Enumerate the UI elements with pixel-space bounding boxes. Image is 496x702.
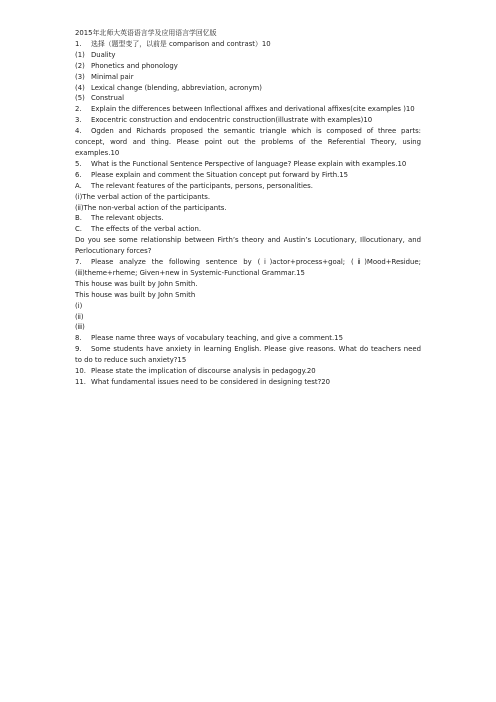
item-number: B. [75,214,82,223]
item-number: 3. [75,116,82,125]
item-text: This house was built by John Smith. [75,279,198,288]
item-text: What is the Functional Sentence Perspective of language? Please explain with examples.10 [91,159,407,168]
sub-item-i [75,192,421,203]
analysis-ii [75,312,421,323]
item-number: (5) [75,94,85,103]
question-7 [75,257,421,279]
question-1 [75,39,421,50]
item-number: (ⅱ) [75,203,84,212]
item-text: This house was built by John Smith [75,290,196,299]
item-number: 4. [75,127,82,136]
item-number: (2) [75,61,85,70]
item-text: (ⅲ) [75,323,85,332]
item-text: The non-verbal action of the participants. [83,203,227,212]
item-text: Please analyze the following sentence by (ⅰ)actor+process+goal; (ⅱ)Mood+Residue; (ⅲ)theme+rheme; Given+new in Systemic-Functional Grammar.15 [75,258,421,277]
example-sentence-2 [75,290,421,301]
item-number: 10. [75,367,86,376]
item-text: Please state the implication of discourse analysis in pedagogy.20 [91,367,316,376]
question-2 [75,104,421,115]
question-11 [75,377,421,388]
item-number: (ⅰ) [75,192,83,201]
item-number: 7. [75,258,82,267]
question-5 [75,159,421,170]
sub-item-a [75,181,421,192]
item-text: Exocentric construction and endocentric construction(illustrate with examples)10 [91,116,373,125]
item-text: The relevant objects. [91,214,164,223]
item-text: Minimal pair [91,72,134,81]
sub-item-c [75,224,421,235]
option-4 [75,83,421,94]
example-sentence-1 [75,279,421,290]
item-text: The effects of the verbal action. [91,225,202,234]
option-1 [75,50,421,61]
question-9 [75,344,421,366]
item-text: Please explain and comment the Situation concept put forward by Firth.15 [91,170,349,179]
item-number: 11. [75,378,86,386]
item-text: (ⅱ) [75,312,84,321]
item-number: 8. [75,334,82,343]
item-number: 2. [75,105,82,114]
analysis-i [75,301,421,312]
analysis-iii [75,322,421,333]
item-number: C. [75,225,83,234]
item-text: Ogden and Richards proposed the semantic triangle which is composed of three parts: concept, word and thing. Please point out the problems of the Referential Theory, using examples.10 [75,127,421,157]
document-body [75,28,421,388]
item-text: Construal [91,94,125,103]
item-text: Lexical change (blending, abbreviation, acronym) [91,83,262,92]
document-title: 2015年北师大英语语言学及应用语言学回忆版 [75,29,217,37]
question-6-follow-up [75,235,421,257]
question-4 [75,126,421,159]
item-number: 9. [75,345,82,354]
item-text: Please name three ways of vocabulary teaching, and give a comment.15 [91,334,343,343]
item-text: (ⅰ) [75,301,83,310]
item-text: 选择（题型变了，以前是 comparison and contrast）10 [91,39,271,48]
item-number: (3) [75,72,85,81]
item-number: 6. [75,170,82,179]
item-text: Phonetics and phonology [91,61,178,70]
item-text: Do you see some relationship between Firth’s theory and Austin’s Locutionary, Illocutionary, and Perlocutionary forces? [75,236,421,256]
item-text: The relevant features of the participants, persons, personalities. [91,181,313,190]
item-number: A. [75,181,82,190]
sub-item-b [75,213,421,224]
item-number: 1. [75,39,82,48]
question-6 [75,170,421,181]
item-text: Some students have anxiety in learning English. Please give reasons. What do teachers need to do to reduce such anxiety?15 [75,345,421,365]
option-5 [75,93,421,104]
question-3 [75,115,421,126]
question-8 [75,333,421,344]
option-3 [75,72,421,83]
item-text: What fundamental issues need to be considered in designing test?20 [91,378,331,386]
sub-item-ii [75,203,421,214]
item-text: Explain the differences between Inflectional affixes and derivational affixes(cite examples )10 [91,105,415,114]
item-text: The verbal action of the participants. [82,192,211,201]
item-text: Duality [91,50,116,59]
item-number: (1) [75,50,85,59]
question-10 [75,366,421,377]
item-number: (4) [75,83,85,92]
option-2 [75,61,421,72]
item-number: 5. [75,159,82,168]
